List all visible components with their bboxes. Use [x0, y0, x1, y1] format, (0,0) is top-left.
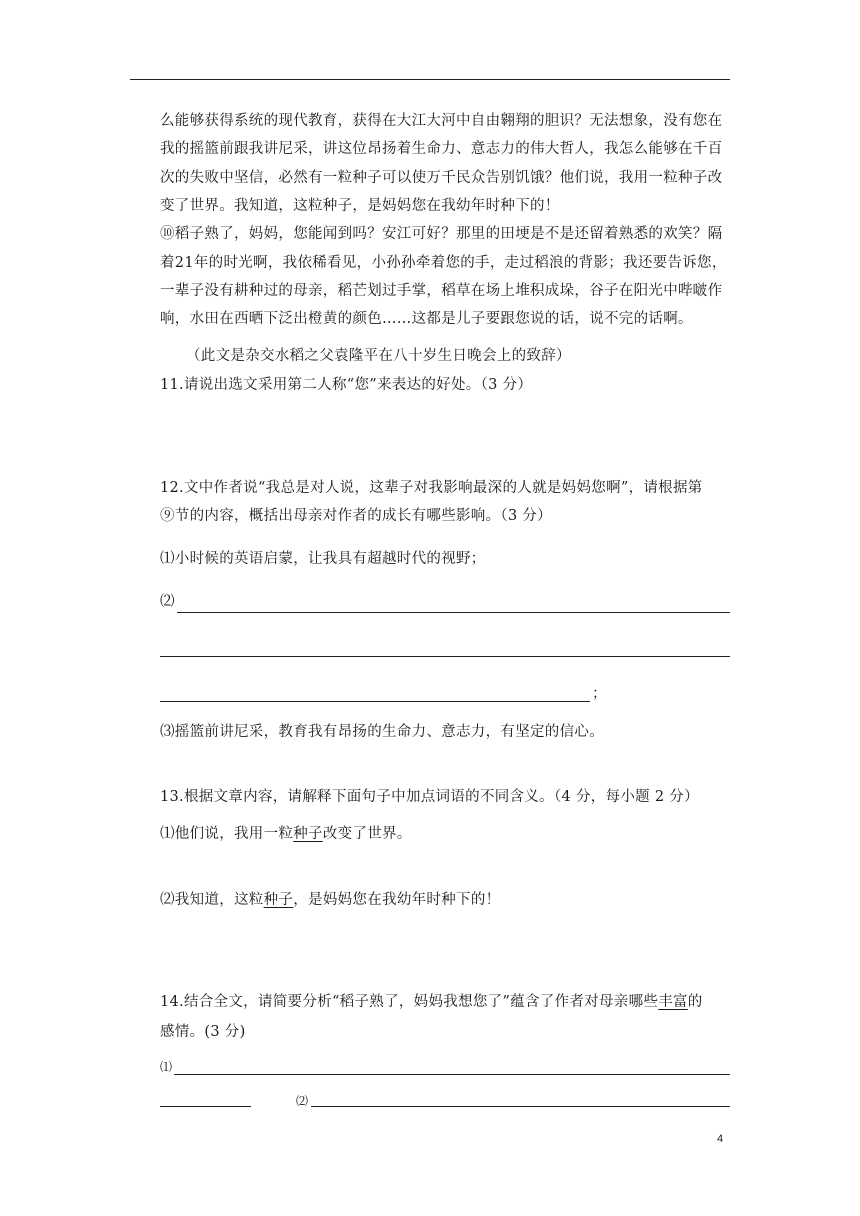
passage-line: 次的失败中坚信，必然有一粒种子可以使万千民众告别饥饿？他们说，我用一粒种子改 — [160, 170, 723, 186]
sentence-text: ⑵我知道，这粒 — [160, 892, 264, 908]
answer-blank[interactable] — [311, 1106, 730, 1107]
question-13-sentence2 — [160, 890, 730, 910]
question-14-line1 — [160, 992, 730, 1012]
answer-blank[interactable] — [174, 1074, 730, 1075]
passage-line: 我的摇篮前跟我讲尼采，讲这位昂扬着生命力、意志力的伟大哲人，我怎么能够在千百 — [160, 141, 723, 157]
answer-12-item2-label: ⑵ — [160, 594, 175, 610]
answer-12-item2-end: ； — [592, 686, 607, 702]
dotted-word: 种子 — [263, 892, 294, 908]
answer-blank[interactable] — [160, 1106, 251, 1107]
passage-line: ⑩稻子熟了，妈妈，您能闻到吗？安江可好？那里的田埂是不是还留着熟悉的欢笑？隔 — [160, 226, 723, 242]
question-13-sentence1 — [160, 824, 730, 844]
underlined-word: 丰富 — [658, 994, 688, 1010]
source-note: （此文是杂交水稻之父袁隆平在八十岁生日晚会上的致辞） — [186, 348, 571, 364]
question-12-line2: ⑨节的内容，概括出母亲对作者的成长有哪些影响。（3 分） — [160, 508, 552, 524]
passage-line: 响，水田在西晒下泛出橙黄的颜色……这都是儿子要跟您说的话，说不完的话啊。 — [160, 311, 693, 327]
answer-blank[interactable] — [160, 656, 730, 657]
answer-blank[interactable] — [177, 612, 730, 613]
sentence-text: 改变了世界。 — [322, 826, 412, 842]
answer-14-label1: ⑴ — [160, 1060, 173, 1074]
answer-blank[interactable] — [160, 701, 590, 702]
question-14-line2: 感情。(3 分) — [160, 1024, 246, 1040]
page-number: 4 — [717, 1133, 724, 1145]
dotted-word: 种子 — [293, 826, 323, 842]
question-13: 13.根据文章内容，请解释下面句子中加点词语的不同含义。（4 分，每小题 2 分） — [160, 789, 699, 805]
sentence-text: ⑴他们说，我用一粒 — [160, 826, 294, 842]
passage-line: 着21年的时光啊，我依稀看见，小孙孙牵着您的手，走过稻浪的背影；我还要告诉您， — [160, 255, 727, 271]
passage-line: 一辈子没有耕种过的母亲，稻芒划过手掌，稻草在场上堆积成垛，谷子在阳光中哔啵作 — [160, 283, 723, 299]
answer-12-item1: ⑴小时候的英语启蒙，让我具有超越时代的视野； — [160, 551, 486, 567]
answer-12-item3: ⑶摇篮前讲尼采，教育我有昂扬的生命力、意志力，有坚定的信心。 — [160, 724, 604, 740]
question-text: 的 — [687, 994, 703, 1010]
sentence-text: ，是妈妈您在我幼年时种下的！ — [293, 892, 501, 908]
header-rule — [130, 79, 730, 80]
question-11: 11.请说出选文采用第二人称“您”来表达的好处。（3 分） — [160, 377, 533, 393]
question-12-line1: 12.文中作者说“我总是对人说，这辈子对我影响最深的人就是妈妈您啊”，请根据第 — [160, 480, 703, 496]
passage-line: 变了世界。我知道，这粒种子，是妈妈您在我幼年时种下的！ — [160, 198, 560, 214]
answer-14-label2: ⑵ — [296, 1094, 309, 1108]
question-text: 14.结合全文，请简要分析“稻子熟了，妈妈我想您了”蕴含了作者对母亲哪些 — [160, 994, 659, 1010]
passage-line: 么能够获得系统的现代教育，获得在大江大河中自由翱翔的胆识？无法想象，没有您在 — [160, 113, 723, 129]
